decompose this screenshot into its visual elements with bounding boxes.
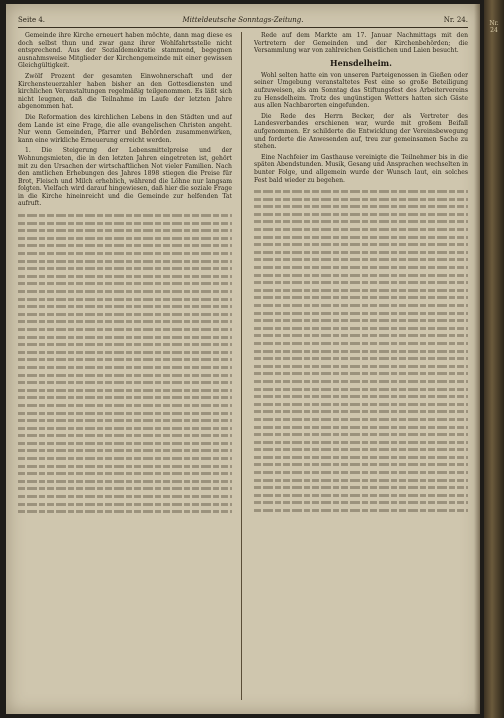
header-rule xyxy=(18,27,468,28)
text-line xyxy=(254,324,468,332)
text-line xyxy=(18,249,232,257)
text-line xyxy=(254,217,468,225)
text-line xyxy=(18,469,232,477)
article-paragraph: Die Rede des Herrn Becker, der als Vertreter des Landesverbandes erschienen war, wurde mit großem Beifall aufgenommen. Er schilderte die Entwicklung der Vereinsbewegung und forderte die Anwesenden auf, treu zur gemeinsamen Sache zu stehen. xyxy=(254,112,468,151)
text-line xyxy=(254,301,468,309)
text-line xyxy=(18,287,232,295)
text-line xyxy=(18,386,232,394)
text-line xyxy=(254,225,468,233)
text-line xyxy=(18,295,232,303)
text-line xyxy=(18,219,232,227)
article-paragraph: Die Reformation des kirchlichen Lebens in den Städten und auf dem Lande ist eine Frage, die alle evangelischen Christen angeht. Nur wenn Gemeinden, Pfarrer und Behörden zusammenwirken, kann eine wirkliche Erneuerung erreicht werden. xyxy=(18,113,232,144)
column-divider xyxy=(241,32,242,700)
text-line xyxy=(254,331,468,339)
text-line xyxy=(254,362,468,370)
text-line xyxy=(254,202,468,210)
text-line xyxy=(254,400,468,408)
text-line xyxy=(18,446,232,454)
text-line xyxy=(254,354,468,362)
text-line xyxy=(18,279,232,287)
article-paragraph: Zwölf Prozent der gesamten Einwohnerschaft und der Kirchensteuerzahler haben bisher an den Gottesdiensten und kirchlichen Veranstaltungen regelmäßig teilgenommen. Es läßt sich nicht leugnen, daß die Teilnahme im Laufe der letzten Jahre abgenommen hat. xyxy=(18,72,232,111)
text-line xyxy=(254,187,468,195)
text-line xyxy=(254,476,468,484)
text-line xyxy=(254,445,468,453)
text-line xyxy=(254,498,468,506)
left-column xyxy=(18,32,232,700)
article-paragraph: Rede auf dem Markte am 17. Januar Nachmittags mit den Vertretern der Gemeinden und der Kirchenbehörden; die Versammlung war von zahlreichen Geistlichen und Laien besucht. xyxy=(254,32,468,55)
text-line xyxy=(18,409,232,417)
text-line xyxy=(18,241,232,249)
text-line xyxy=(18,234,232,242)
text-line xyxy=(18,226,232,234)
text-line xyxy=(18,454,232,462)
text-line xyxy=(18,211,232,219)
text-line xyxy=(18,439,232,447)
text-line xyxy=(18,462,232,470)
page-number: Seite 4. xyxy=(18,16,46,24)
text-line xyxy=(254,460,468,468)
text-line xyxy=(254,263,468,271)
book-spine xyxy=(484,0,504,718)
text-line xyxy=(254,240,468,248)
text-line xyxy=(18,477,232,485)
text-line xyxy=(254,438,468,446)
text-line xyxy=(254,415,468,423)
newspaper-title: Mitteldeutsche Sonntags-Zeitung. xyxy=(182,16,304,24)
text-line xyxy=(254,468,468,476)
page-fold-shadow xyxy=(474,4,480,714)
text-line xyxy=(18,340,232,348)
text-line xyxy=(254,255,468,263)
text-line xyxy=(254,233,468,241)
text-line xyxy=(18,431,232,439)
text-line xyxy=(18,317,232,325)
text-line xyxy=(254,392,468,400)
newspaper-page xyxy=(6,4,480,714)
text-line xyxy=(254,506,468,514)
numbered-paragraph: 1. Die Steigerung der Lebensmittelpreise und der Wohnungsmieten, die in den letzten Jahren eingetreten ist, gehört mit zu den Ursachen der wirtschaftlichen Not vieler Familien. Nach den amtlichen Erhebungen des Jahres 1898 stiegen die Preise für Brot, Fleisch und Milch erheblich, während die Löhne nur langsam folgten. Vielfach wird darauf hingewiesen, daß hier die soziale Frage in die Kirche hineinreicht und die Gemeinde zur helfenden Tat aufruft. xyxy=(18,147,232,208)
text-line xyxy=(18,371,232,379)
text-line xyxy=(18,393,232,401)
text-line xyxy=(18,507,232,515)
text-line xyxy=(254,347,468,355)
text-line xyxy=(254,491,468,499)
text-line xyxy=(254,369,468,377)
text-line xyxy=(18,264,232,272)
text-line xyxy=(254,195,468,203)
text-line xyxy=(254,407,468,415)
section-heading: Hensdelheim. xyxy=(330,57,392,68)
text-line xyxy=(18,325,232,333)
right-column xyxy=(254,32,468,700)
text-line xyxy=(18,355,232,363)
text-line xyxy=(18,333,232,341)
text-line xyxy=(254,377,468,385)
text-line xyxy=(254,271,468,279)
text-line xyxy=(254,423,468,431)
text-line xyxy=(18,272,232,280)
text-line xyxy=(254,316,468,324)
text-line xyxy=(18,378,232,386)
text-line xyxy=(254,430,468,438)
spine-label: Nr. 24 xyxy=(489,20,499,34)
text-line xyxy=(18,424,232,432)
text-line xyxy=(18,310,232,318)
text-line xyxy=(18,500,232,508)
text-line xyxy=(254,483,468,491)
article-paragraph: Eine Nachfeier im Gasthause vereinigte die Teilnehmer bis in die späten Abendstunden. Musik, Gesang und Ansprachen wechselten in bunter Folge, und allgemein wurde der Wunsch laut, ein solches Fest bald wieder zu begehen. xyxy=(254,153,468,184)
text-line xyxy=(254,248,468,256)
article-paragraph: Wohl selten hatte ein von unseren Parteigenossen in Gießen oder seiner Umgebung veranstaltetes Fest eine so große Beteiligung aufzuweisen, als am Sonntag das Stiftungsfest des Arbeitervereins zu Hensdelheim. Trotz des ungünstigen Wetters hatten sich Gäste aus allen Nachbarorten eingefunden. xyxy=(254,71,468,110)
text-line xyxy=(254,286,468,294)
text-line xyxy=(254,385,468,393)
text-line xyxy=(254,309,468,317)
text-line xyxy=(18,492,232,500)
text-line xyxy=(18,302,232,310)
text-line xyxy=(254,339,468,347)
text-line xyxy=(254,210,468,218)
text-line xyxy=(18,348,232,356)
issue-number: Nr. 24. xyxy=(443,16,468,24)
text-line xyxy=(18,416,232,424)
text-line xyxy=(18,363,232,371)
article-paragraph: Gemeinde ihre Kirche erneuert haben möchte, dann mag diese es doch selbst thun und zwar ganz ihrer Wohlfahrtsstelle nicht entsprechend. Aus der Sozialdemokratie stammend, begegnen ausnahmsweise Mitglieder der Kirchengemeinde mit einer gewissen Gleichgültigkeit. xyxy=(18,32,232,70)
text-line xyxy=(254,453,468,461)
text-line xyxy=(18,401,232,409)
text-line xyxy=(254,278,468,286)
text-line xyxy=(18,484,232,492)
text-line xyxy=(18,257,232,265)
text-line xyxy=(254,293,468,301)
